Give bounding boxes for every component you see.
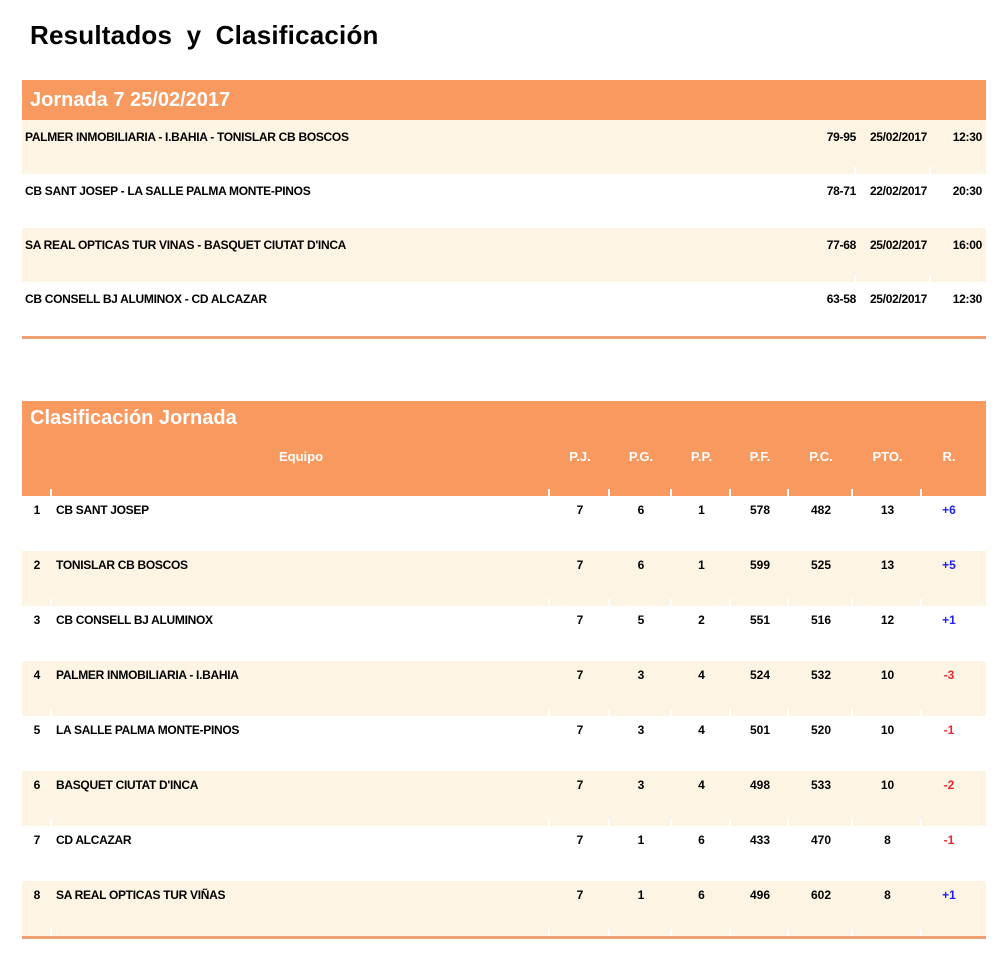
r-value: -1 [943, 723, 955, 737]
score-value: 79-95 [786, 130, 856, 174]
pc-value: 520 [789, 723, 853, 771]
standings-row [22, 661, 986, 716]
pp-value: 2 [672, 613, 731, 661]
pp-value: 4 [672, 668, 731, 716]
pg-value: 6 [610, 503, 672, 551]
pf-value: 496 [731, 888, 789, 936]
standings-row [22, 551, 986, 606]
rank-value: 6 [22, 778, 52, 826]
rank-value: 1 [22, 503, 52, 551]
standings-row [22, 496, 986, 551]
r-value: +5 [942, 558, 956, 572]
pto-value: 13 [853, 558, 922, 606]
pj-value: 7 [550, 833, 610, 881]
column-rank-spacer [22, 449, 52, 496]
team-name: CD ALCAZAR [52, 833, 550, 881]
team-name: SA REAL OPTICAS TUR VIÑAS [52, 888, 550, 936]
pj-value: 7 [550, 723, 610, 771]
column-pg: P.G. [610, 449, 672, 496]
team-name: CB SANT JOSEP [52, 503, 550, 551]
results-header-label: Jornada 7 25/02/2017 [30, 88, 231, 111]
pf-value: 599 [731, 558, 789, 606]
pf-value: 501 [731, 723, 789, 771]
pto-value: 8 [853, 888, 922, 936]
pc-value: 482 [789, 503, 853, 551]
time-value: 16:00 [952, 238, 982, 252]
pto-value: 10 [853, 668, 922, 716]
pf-value: 498 [731, 778, 789, 826]
pp-value: 4 [672, 778, 731, 826]
standings-row [22, 826, 986, 881]
match-label: CB SANT JOSEP - LA SALLE PALMA MONTE-PINOS [25, 184, 311, 198]
result-row [22, 120, 986, 174]
score-value: 77-68 [786, 238, 856, 282]
column-pf: P.F. [731, 449, 789, 496]
match-label: CB CONSELL BJ ALUMINOX - CD ALCAZAR [25, 292, 267, 306]
pf-value: 551 [731, 613, 789, 661]
r-value: +6 [942, 503, 956, 517]
r-value: +1 [942, 613, 956, 627]
standings-row [22, 716, 986, 771]
time-value: 12:30 [952, 130, 982, 144]
rank-value: 5 [22, 723, 52, 771]
column-pc: P.C. [789, 449, 853, 496]
pg-value: 3 [610, 668, 672, 716]
score-value: 63-58 [786, 292, 856, 336]
rank-value: 3 [22, 613, 52, 661]
pto-value: 8 [853, 833, 922, 881]
rank-value: 7 [22, 833, 52, 881]
pc-value: 516 [789, 613, 853, 661]
pto-value: 10 [853, 723, 922, 771]
score-value: 78-71 [786, 184, 856, 228]
pp-value: 4 [672, 723, 731, 771]
date-value: 25/02/2017 [856, 238, 931, 282]
page-title: Resultados y Clasificación [30, 20, 379, 50]
pc-value: 602 [789, 888, 853, 936]
column-pp: P.P. [672, 449, 731, 496]
pp-value: 1 [672, 503, 731, 551]
time-value: 20:30 [952, 184, 982, 198]
pj-value: 7 [550, 778, 610, 826]
pf-value: 578 [731, 503, 789, 551]
standings-row [22, 606, 986, 661]
rank-value: 4 [22, 668, 52, 716]
standings-header-label: Clasificación Jornada [30, 406, 237, 429]
r-value: -2 [943, 778, 955, 792]
pc-value: 533 [789, 778, 853, 826]
date-value: 22/02/2017 [856, 184, 931, 228]
pp-value: 1 [672, 558, 731, 606]
column-pto: PTO. [853, 449, 922, 496]
rank-value: 2 [22, 558, 52, 606]
r-value: -1 [943, 833, 955, 847]
match-label: SA REAL OPTICAS TUR VINAS - BASQUET CIUTAT D'INCA [25, 238, 347, 252]
pj-value: 7 [550, 558, 610, 606]
pc-value: 532 [789, 668, 853, 716]
pp-value: 6 [672, 888, 731, 936]
pf-value: 433 [731, 833, 789, 881]
result-row [22, 228, 986, 282]
pj-value: 7 [550, 888, 610, 936]
pg-value: 5 [610, 613, 672, 661]
r-value: -3 [943, 668, 955, 682]
pto-value: 12 [853, 613, 922, 661]
team-name: LA SALLE PALMA MONTE-PINOS [52, 723, 550, 771]
column-r: R. [942, 449, 956, 464]
results-section [22, 80, 986, 339]
standings-row [22, 771, 986, 826]
pg-value: 1 [610, 833, 672, 881]
team-name: TONISLAR CB BOSCOS [52, 558, 550, 606]
date-value: 25/02/2017 [856, 292, 931, 336]
column-pj: P.J. [550, 449, 610, 496]
result-row [22, 282, 986, 336]
standings-row [22, 881, 986, 936]
r-value: +1 [942, 888, 956, 902]
time-value: 12:30 [952, 292, 982, 306]
pj-value: 7 [550, 613, 610, 661]
pj-value: 7 [550, 668, 610, 716]
team-name: PALMER INMOBILIARIA - I.BAHIA [52, 668, 550, 716]
date-value: 25/02/2017 [856, 130, 931, 174]
results-header-bar [22, 80, 986, 120]
pc-value: 525 [789, 558, 853, 606]
standings-column-header-row [22, 435, 986, 496]
pg-value: 1 [610, 888, 672, 936]
pto-value: 10 [853, 778, 922, 826]
pf-value: 524 [731, 668, 789, 716]
pj-value: 7 [550, 503, 610, 551]
pto-value: 13 [853, 503, 922, 551]
team-name: CB CONSELL BJ ALUMINOX [52, 613, 550, 661]
pc-value: 470 [789, 833, 853, 881]
result-row [22, 174, 986, 228]
rank-value: 8 [22, 888, 52, 936]
pp-value: 6 [672, 833, 731, 881]
column-equipo: Equipo [52, 449, 550, 496]
pg-value: 3 [610, 778, 672, 826]
pg-value: 6 [610, 558, 672, 606]
match-label: PALMER INMOBILIARIA - I.BAHIA - TONISLAR CB BOSCOS [25, 130, 349, 144]
team-name: BASQUET CIUTAT D'INCA [52, 778, 550, 826]
standings-section [22, 401, 986, 939]
standings-header-bar [22, 401, 986, 435]
pg-value: 3 [610, 723, 672, 771]
